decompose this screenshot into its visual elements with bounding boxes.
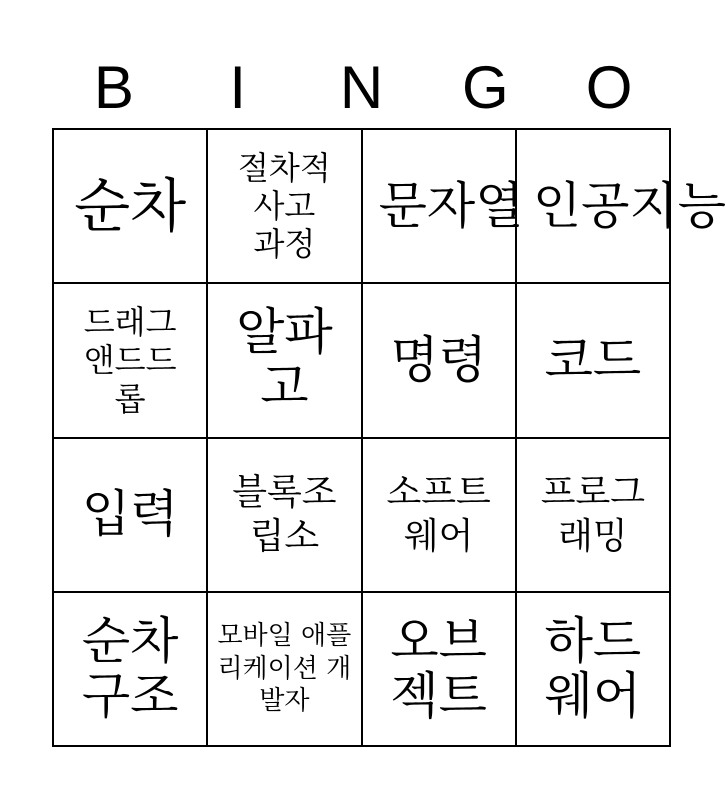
bingo-cell[interactable]: [363, 130, 524, 284]
bingo-cell[interactable]: [208, 130, 362, 284]
cell-label: 블록조립소: [232, 472, 337, 557]
bingo-cell[interactable]: [54, 593, 208, 747]
bingo-cell[interactable]: [208, 439, 362, 593]
header-letter-i: I: [229, 54, 247, 121]
cell-label: 인공지능: [532, 176, 726, 235]
cell-label: 소프트웨어: [386, 472, 491, 557]
bingo-cell[interactable]: [54, 439, 208, 593]
bingo-cell[interactable]: [517, 284, 671, 438]
cell-label: 하드웨어: [544, 611, 642, 725]
header-letter-n: N: [339, 54, 384, 121]
header-letter-o: O: [585, 54, 633, 121]
cell-label: 입력: [81, 485, 179, 544]
bingo-cell[interactable]: [517, 130, 726, 284]
cell-label: 순차구조: [81, 611, 179, 725]
bingo-cell[interactable]: [54, 284, 208, 438]
cell-label: 명령: [390, 330, 487, 389]
cell-label: 드래그앤드드롭: [83, 302, 177, 418]
cell-label: 코드: [544, 330, 642, 389]
cell-label: 모바일 애플리케이션 개발자: [217, 621, 352, 717]
bingo-header: [52, 48, 671, 128]
bingo-cell[interactable]: [363, 284, 517, 438]
bingo-board: [52, 128, 726, 747]
cell-label: 순차: [74, 172, 187, 241]
bingo-cell[interactable]: [363, 593, 517, 747]
bingo-cell[interactable]: [208, 593, 362, 747]
cell-label: 알파고: [236, 303, 333, 417]
bingo-cell[interactable]: [54, 130, 208, 284]
bingo-cell[interactable]: [363, 439, 517, 593]
bingo-cell[interactable]: [517, 439, 671, 593]
cell-label: 오브젝트: [390, 611, 487, 725]
cell-label: 프로그래밍: [540, 472, 646, 557]
bingo-cell[interactable]: [208, 284, 362, 438]
bingo-cell[interactable]: [517, 593, 671, 747]
cell-label: 문자열: [378, 176, 524, 235]
header-letter-b: B: [93, 54, 134, 121]
cell-label: 절차적 사고 과정: [238, 148, 331, 264]
header-letter-g: G: [461, 54, 509, 121]
